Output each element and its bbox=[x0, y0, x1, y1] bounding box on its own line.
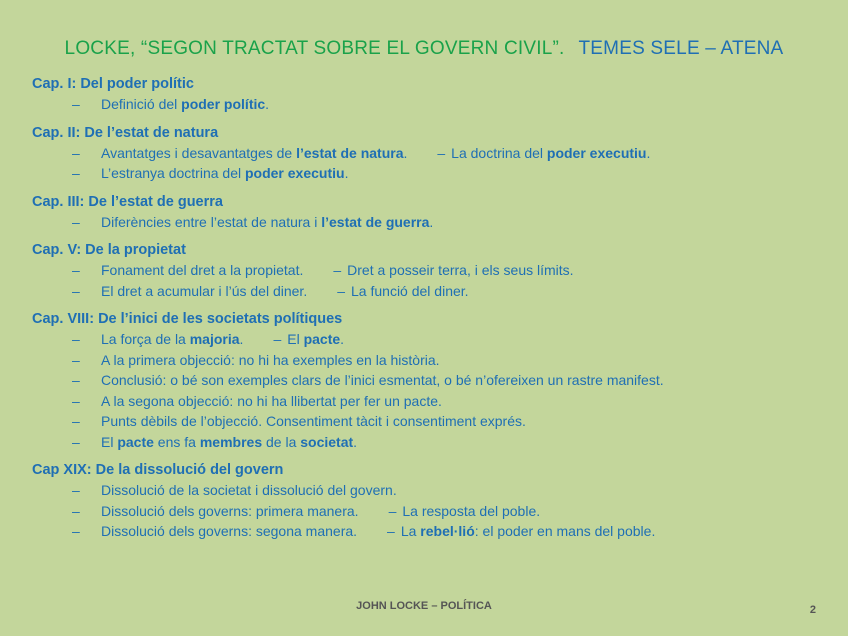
page-number: 2 bbox=[809, 604, 816, 616]
key-term: poder executiu bbox=[244, 165, 345, 181]
text-run: Avantatges i desavantatges de bbox=[101, 144, 297, 161]
text-run: Dissolució dels governs: segona manera. bbox=[101, 523, 358, 539]
list-item bbox=[32, 411, 832, 432]
chapter-section bbox=[32, 123, 832, 184]
key-term: l’estat de guerra bbox=[321, 213, 430, 230]
list-item bbox=[32, 370, 832, 391]
list-item bbox=[32, 94, 832, 115]
chapter-section bbox=[32, 192, 832, 233]
list-item bbox=[32, 260, 832, 281]
chapter-heading: Cap. V: De la propietat bbox=[32, 242, 186, 258]
text-run: La resposta del poble. bbox=[402, 502, 541, 519]
chapter-section bbox=[32, 460, 832, 542]
inline-dash: – bbox=[387, 523, 395, 539]
item-text bbox=[101, 413, 526, 429]
text-run: El bbox=[101, 433, 118, 450]
bullet-dash: – bbox=[72, 144, 80, 161]
text-run: ens fa bbox=[153, 433, 200, 450]
text-run: . bbox=[239, 331, 244, 347]
text-run: Punts dèbils de l’objecció. Consentiment tàcit i consentiment exprés. bbox=[101, 413, 526, 429]
bullet-dash: – bbox=[72, 502, 80, 519]
text-run: A la segona objecció: no hi ha llibertat per fer un pacte. bbox=[101, 392, 442, 409]
bullet-dash: – bbox=[72, 96, 80, 112]
bullet-dash: – bbox=[72, 262, 80, 278]
text-run: El dret a acumular i l’ús del diner. bbox=[101, 282, 308, 299]
item-text bbox=[101, 372, 664, 388]
item-text bbox=[101, 523, 655, 539]
text-run: . bbox=[265, 96, 270, 112]
bullet-dash: – bbox=[72, 433, 80, 450]
bullet-dash: – bbox=[72, 482, 80, 498]
inline-dash: – bbox=[333, 262, 342, 278]
item-text bbox=[101, 145, 650, 161]
text-run: Fonament del dret a la propietat. bbox=[101, 262, 304, 278]
list-item bbox=[32, 391, 832, 412]
bullet-dash: – bbox=[72, 213, 80, 230]
list-item bbox=[32, 143, 832, 164]
item-text bbox=[101, 262, 574, 278]
text-run: La funció del diner. bbox=[351, 282, 469, 299]
key-term: pacte bbox=[117, 433, 154, 450]
bullet-dash: – bbox=[72, 372, 80, 388]
bullet-dash: – bbox=[72, 413, 80, 429]
list-item bbox=[32, 281, 832, 302]
item-text bbox=[101, 331, 344, 347]
bullet-dash: – bbox=[72, 392, 80, 409]
title-part-1: LOCKE, “SEGON TRACTAT SOBRE EL GOVERN CIVIL”. bbox=[64, 38, 565, 59]
key-term: poder polític bbox=[181, 96, 266, 112]
list-item bbox=[32, 163, 832, 184]
text-run: La doctrina del bbox=[451, 144, 547, 161]
chapter-heading: Cap XIX: De la dissolució del govern bbox=[32, 462, 284, 478]
chapter-heading: Cap. II: De l’estat de natura bbox=[32, 124, 219, 141]
text-run: : el poder en mans del poble. bbox=[474, 523, 656, 539]
text-run: . bbox=[344, 165, 349, 181]
inline-dash: – bbox=[273, 331, 282, 347]
bullet-dash: – bbox=[72, 351, 80, 368]
slide-title bbox=[0, 38, 848, 60]
text-run: Dissolució dels governs: primera manera. bbox=[101, 502, 359, 519]
bullet-dash: – bbox=[72, 523, 80, 539]
text-run: A la primera objecció: no hi ha exemples en la història. bbox=[101, 351, 440, 368]
title-part-2: TEMES SELE – ATENA bbox=[578, 38, 784, 59]
footer-text: JOHN LOCKE – POLÍTICA bbox=[356, 600, 492, 612]
chapter-heading: Cap. III: De l’estat de guerra bbox=[32, 193, 223, 210]
text-run: Dret a posseir terra, i els seus límits. bbox=[347, 262, 574, 278]
item-text bbox=[101, 434, 357, 450]
key-term: majoria bbox=[189, 331, 240, 347]
text-run: . bbox=[403, 144, 408, 161]
text-run: El bbox=[287, 331, 304, 347]
key-term: rebel·lió bbox=[420, 523, 475, 539]
chapter-heading: Cap. VIII: De l’inici de les societats polítiques bbox=[32, 311, 343, 327]
bullet-dash: – bbox=[72, 282, 80, 299]
text-run: Dissolució de la societat i dissolució del govern. bbox=[101, 482, 397, 498]
text-run: de la bbox=[262, 433, 301, 450]
text-run: La força de la bbox=[101, 331, 190, 347]
list-item bbox=[32, 350, 832, 371]
key-term: pacte bbox=[303, 331, 341, 347]
inline-dash: – bbox=[437, 144, 446, 161]
inline-dash: – bbox=[388, 502, 397, 519]
bullet-dash: – bbox=[72, 165, 80, 181]
key-term: l’estat de natura bbox=[296, 144, 404, 161]
key-term: membres bbox=[199, 433, 263, 450]
text-run: . bbox=[429, 213, 434, 230]
item-text bbox=[101, 283, 469, 299]
key-term: societat bbox=[300, 433, 354, 450]
text-run: Diferències entre l’estat de natura i bbox=[101, 213, 322, 230]
item-text bbox=[101, 482, 397, 498]
list-item bbox=[32, 521, 832, 542]
chapter-heading: Cap. I: Del poder polític bbox=[32, 76, 194, 92]
text-run: . bbox=[340, 331, 345, 347]
list-item bbox=[32, 212, 832, 233]
item-text bbox=[101, 96, 269, 112]
text-run: Definició del bbox=[101, 96, 182, 112]
content-list bbox=[32, 74, 832, 550]
key-term: poder executiu bbox=[546, 144, 647, 161]
chapter-section bbox=[32, 240, 832, 301]
item-text bbox=[101, 352, 440, 368]
item-text bbox=[101, 165, 348, 181]
item-text bbox=[101, 393, 442, 409]
list-item bbox=[32, 480, 832, 501]
inline-dash: – bbox=[337, 282, 346, 299]
list-item bbox=[32, 501, 832, 522]
text-run: La bbox=[400, 523, 421, 539]
chapter-section bbox=[32, 309, 832, 452]
item-text bbox=[101, 214, 433, 230]
item-text bbox=[101, 503, 540, 519]
text-run: L’estranya doctrina del bbox=[101, 165, 245, 181]
list-item bbox=[32, 432, 832, 453]
text-run: . bbox=[353, 433, 358, 450]
list-item bbox=[32, 329, 832, 350]
text-run: . bbox=[646, 144, 651, 161]
bullet-dash: – bbox=[72, 331, 80, 347]
chapter-section bbox=[32, 74, 832, 115]
text-run: Conclusió: o bé son exemples clars de l’inici esmentat, o bé n’ofereixen un rastre manifest. bbox=[101, 372, 664, 388]
